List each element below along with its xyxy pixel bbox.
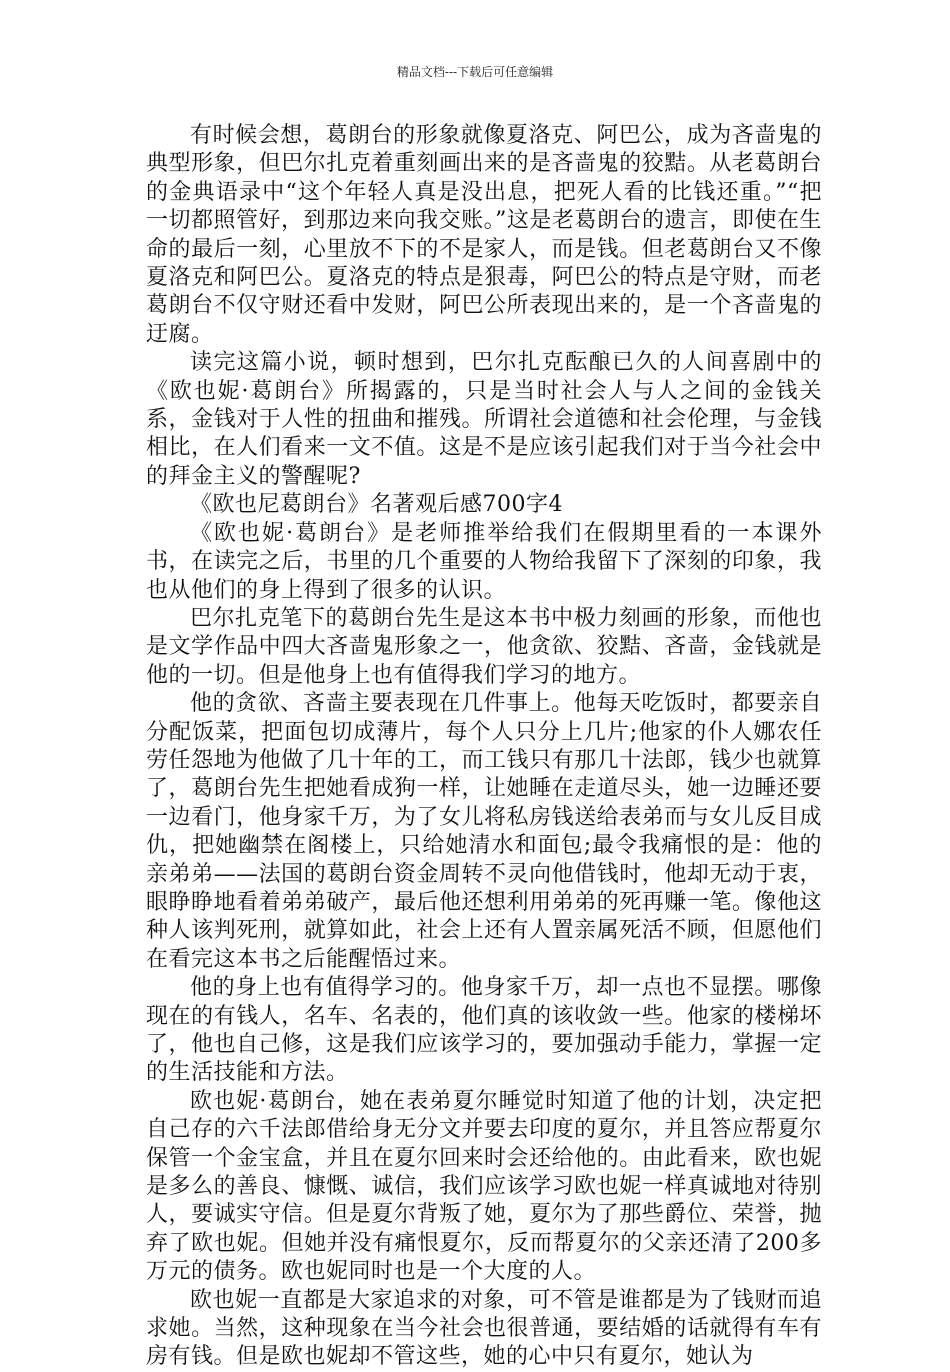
paragraph-eugenie: 欧也妮·葛朗台，她在表弟夏尔睡觉时知道了他的计划，决定把自己存的六千法郎借给身无分文并要去印度的夏尔，并且答应帮夏尔保管一个金宝盒，并且在夏尔回来时会还给他的。由此看来，欧也妮是多么的善良、慷慨、诚信，我们应该学习欧也妮一样真诚地对待别人，要诚实守信。但是夏尔背叛了她，夏尔为了那些爵位、荣誉，抛弃了欧也妮。但她并没有痛恨夏尔，反而帮夏尔的父亲还清了200多万元的债务。欧也妮同时也是一个大度的人。 — [146, 1088, 822, 1285]
paragraph-lessons: 他的身上也有值得学习的。他身家千万，却一点也不显摆。哪像现在的有钱人，名车、名表的，他们真的该收敛一些。他家的楼梯坏了，他也自己修，这是我们应该学习的，要加强动手能力，掌握一定的生活技能和方法。 — [146, 975, 822, 1086]
paragraph-grandet-image: 巴尔扎克笔下的葛朗台先生是这本书中极力刻画的形象，而他也是文学作品中四大吝啬鬼形象之一，他贪欲、狡黠、吝啬，金钱就是他的一切。但是他身上也有值得我们学习的地方。 — [146, 605, 822, 688]
section-title: 《欧也尼葛朗台》名著观后感700字4 — [190, 492, 563, 518]
paragraph-greed-examples: 他的贪欲、吝啬主要表现在几件事上。他每天吃饭时，都要亲自分配饭菜，把面包切成薄片，每个人只分上几片;他家的仆人娜农任劳任怨地为他做了几十年的工，而工钱只有那几十法郎，钱少也就算了，葛朗台先生把她看成狗一样，让她睡在走道尽头，她一边睡还要一边看门，他身家千万，为了女儿将私房钱送给表弟而与女儿反目成仇，把她幽禁在阁楼上，只给她清水和面包;最令我痛恨的是：他的亲弟弟——法国的葛朗台资金周转不灵向他借钱时，他却无动于衷，眼睁睁地看着弟弟破产，最后他还想利用弟弟的死再赚一笔。像他这种人该判死刑，就算如此，社会上还有人置亲属死活不顾，但愿他们在看完这本书之后能醒悟过来。 — [146, 691, 822, 972]
paragraph-eugenie-pursuit: 欧也妮一直都是大家追求的对象，可不管是谁都是为了钱财而追求她。当然，这种现象在当今社会也很普通，要结婚的话就得有车有房有钱。但是欧也妮却不管这些，她的心中只有夏尔，她认为 — [146, 1287, 822, 1370]
paragraph-intro: 《欧也妮·葛朗台》是老师推举给我们在假期里看的一本课外书，在读完之后，书里的几个重要的人物给我留下了深刻的印象，我也从他们的身上得到了很多的认识。 — [146, 520, 822, 603]
paragraph-reflection: 读完这篇小说，顿时想到，巴尔扎克酝酿已久的人间喜剧中的《欧也妮·葛朗台》所揭露的，只是当时社会人与人之间的金钱关系，金钱对于人性的扭曲和摧残。所谓社会道德和社会伦理，与金钱相比，在人们看来一文不值。这是不是应该引起我们对于当今社会中的拜金主义的警醒呢? — [146, 350, 822, 489]
paragraph-miser-comparison: 有时候会想，葛朗台的形象就像夏洛克、阿巴公，成为吝啬鬼的典型形象，但巴尔扎克着重刻画出来的是吝啬鬼的狡黠。从老葛朗台的金典语录中“这个年轻人真是没出息，把死人看的比钱还重。”“把一切都照管好，到那边来向我交账。”这是老葛朗台的遗言，即使在生命的最后一刻，心里放不下的不是家人，而是钱。但老葛朗台又不像夏洛克和阿巴公。夏洛克的特点是狠毒，阿巴公的特点是守财，而老葛朗台不仅守财还看中发财，阿巴公所表现出来的，是一个吝啬鬼的迂腐。 — [146, 123, 822, 347]
document-body — [146, 122, 822, 1372]
page-header: 精品文档---下载后可任意编辑 — [396, 65, 554, 79]
